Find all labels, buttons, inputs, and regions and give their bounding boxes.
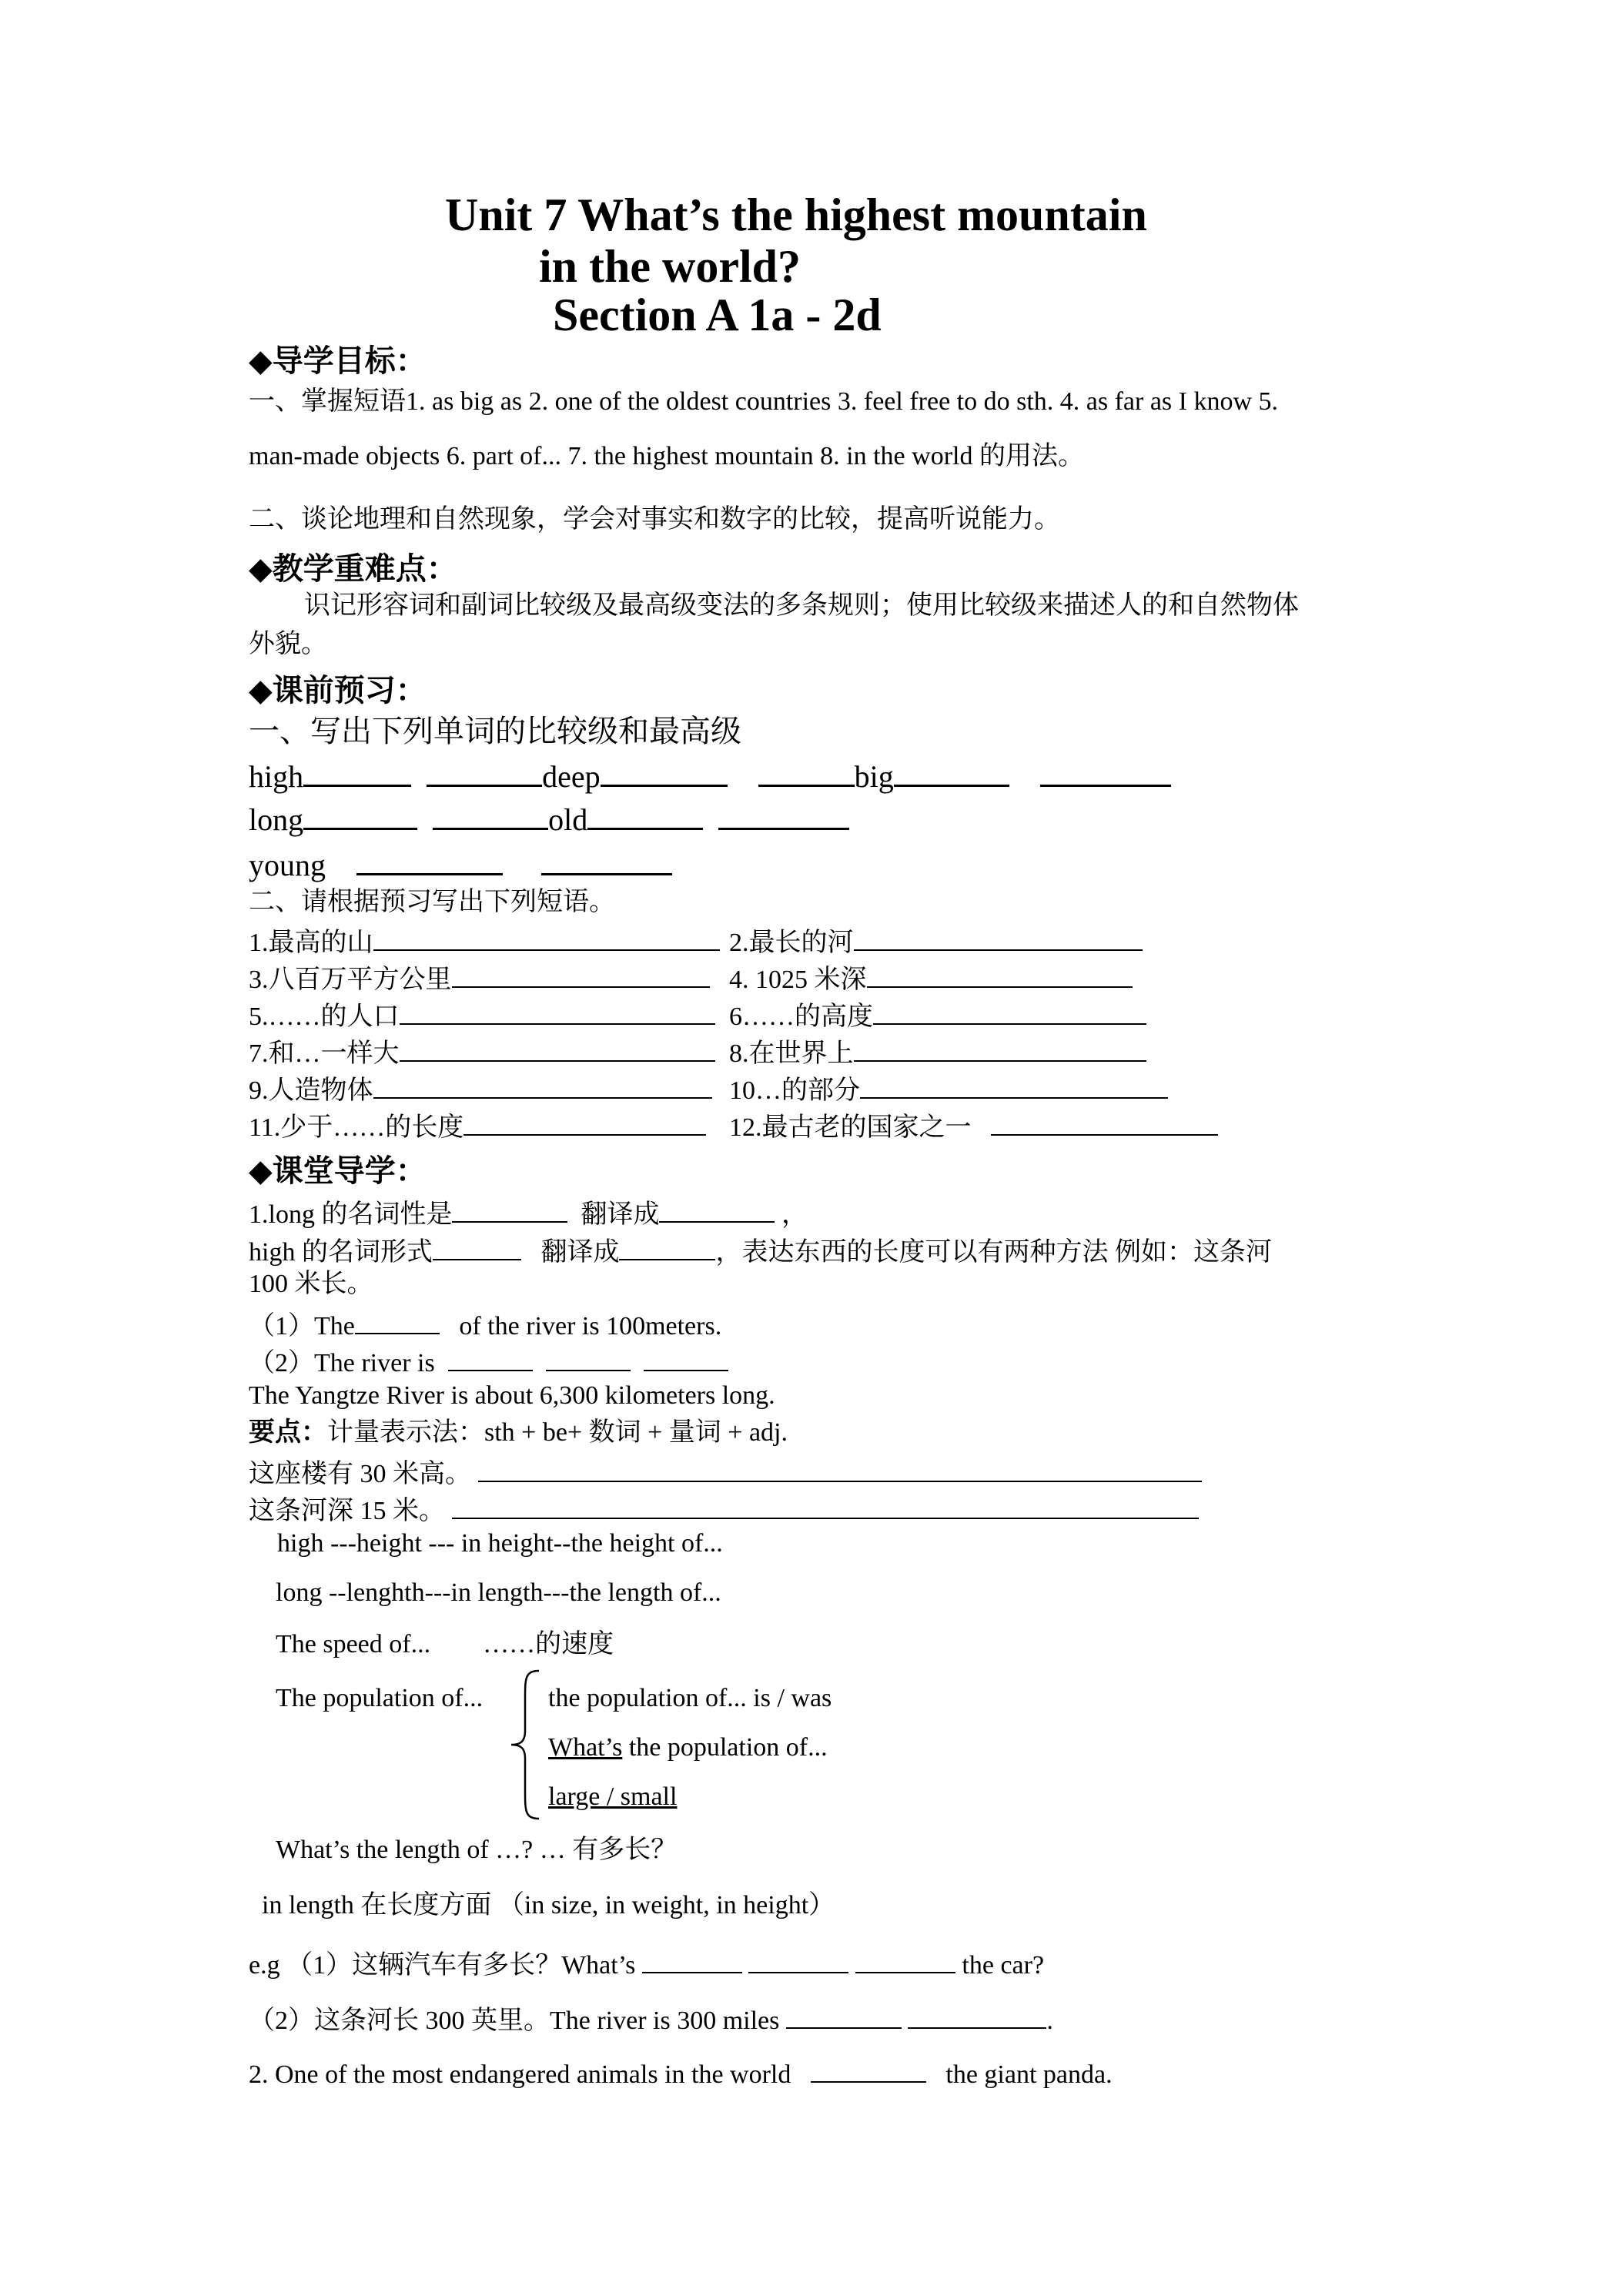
phrase-8: 8.在世界上 — [729, 1034, 1146, 1070]
preview-heading: ◆课前预习： — [249, 673, 427, 708]
phrase-1-blank[interactable] — [373, 923, 720, 951]
classroom-line-18: 2. One of the most endangered animals in the world the giant panda. — [249, 2055, 1113, 2091]
classroom-line-4: （1）The of the river is 100meters. — [249, 1307, 721, 1343]
classroom-line-11: long --lenghth---in length---the length of... — [276, 1578, 721, 1607]
classroom-line-16: e.g （1）这辆汽车有多长？What’s the car? — [249, 1946, 1044, 1982]
classroom-line-8: 这座楼有 30 米高。 — [249, 1454, 1202, 1491]
phrase-3: 3.八百万平方公里 — [249, 960, 710, 996]
classroom-line-9: 这条河深 15 米。 — [249, 1491, 1199, 1528]
classroom-line-7: 要点：计量表示法：sth + be+ 数词 + 量词 + adj. — [249, 1418, 788, 1447]
blank-young-superlative[interactable] — [541, 844, 672, 875]
keypoints-paragraph-1: 识记形容词和副词比较级及最高级变法的多条规则；使用比较级来描述人的和自然物体 — [304, 591, 1299, 620]
car-blank-1[interactable] — [642, 1946, 742, 1973]
word-row-2 — [249, 798, 849, 838]
word-row-1 — [249, 755, 1171, 795]
blank-deep-comparative[interactable] — [601, 755, 728, 787]
high-translation-blank[interactable] — [619, 1233, 715, 1260]
phrase-7-blank[interactable] — [400, 1034, 715, 1062]
phrase-5: 5.……的人口 — [249, 997, 715, 1033]
brace-item-1: the population of... is / was — [548, 1684, 832, 1712]
goals-paragraph-1a: 一、掌握短语1. as big as 2. one of the oldest countries 3. feel free to do sth. 4. as far as I know 5. — [249, 387, 1279, 416]
phrase-1: 1.最高的山 — [249, 923, 720, 959]
blank-high-superlative[interactable] — [427, 755, 542, 787]
long-translation-blank[interactable] — [659, 1195, 775, 1223]
classroom-line-10: high ---height --- in height--the height of... — [277, 1529, 723, 1558]
phrase-8-blank[interactable] — [854, 1034, 1146, 1062]
blank-old-comparative[interactable] — [587, 798, 703, 830]
phrase-9-blank[interactable] — [373, 1071, 712, 1099]
the-blank[interactable] — [355, 1307, 440, 1334]
word-row-3 — [249, 844, 672, 884]
goals-paragraph-1b: man-made objects 6. part of... 7. the highest mountain 8. in the world 的用法。 — [249, 442, 1084, 470]
phrase-12: 12.最古老的国家之一 — [729, 1108, 1218, 1144]
miles-blank-1[interactable] — [786, 2001, 902, 2029]
classroom-line-6: The Yangtze River is about 6,300 kilometers long. — [249, 1381, 775, 1410]
panda-blank[interactable] — [811, 2055, 926, 2083]
classroom-line-3: 100 米长。 — [249, 1270, 373, 1298]
phrase-5-blank[interactable] — [400, 997, 715, 1025]
blank-long-superlative[interactable] — [433, 798, 548, 830]
word-young: young — [249, 848, 326, 882]
building-height-blank[interactable] — [478, 1454, 1202, 1482]
blank-high-comparative[interactable] — [303, 755, 411, 787]
high-noun-blank[interactable] — [433, 1233, 521, 1260]
brace-item-3: large / small — [548, 1782, 678, 1811]
blank-big-superlative[interactable] — [1040, 755, 1171, 787]
goals-heading: ◆导学目标： — [249, 343, 427, 378]
long-noun-blank[interactable] — [452, 1195, 567, 1223]
river-depth-blank[interactable] — [452, 1491, 1199, 1519]
classroom-line-2: high 的名词形式 翻译成 ，表达东西的长度可以有两种方法 例如：这条河 — [249, 1233, 1272, 1269]
car-blank-2[interactable] — [748, 1946, 848, 1973]
word-big: big — [854, 759, 894, 794]
phrase-3-blank[interactable] — [452, 960, 710, 988]
word-old: old — [548, 802, 588, 837]
blank-young-comparative[interactable] — [356, 844, 503, 875]
classroom-line-15: in length 在长度方面 （in size, in weight, in height） — [262, 1891, 835, 1919]
brace-item-2: What’s the population of... — [548, 1733, 828, 1762]
preview-task-1: 一、写出下列单词的比较级和最高级 — [249, 714, 741, 748]
phrase-11: 11.少于……的长度 — [249, 1108, 706, 1144]
word-long: long — [249, 802, 304, 837]
phrase-12-blank[interactable] — [991, 1108, 1218, 1136]
classroom-line-13: The population of... — [276, 1684, 484, 1712]
classroom-line-12: The speed of... ……的速度 — [276, 1630, 614, 1658]
river-blank-1[interactable] — [448, 1344, 533, 1371]
word-deep: deep — [542, 759, 601, 794]
phrase-2-blank[interactable] — [854, 923, 1143, 951]
classroom-line-14: What’s the length of …? … 有多长？ — [276, 1836, 678, 1864]
phrase-10-blank[interactable] — [860, 1071, 1168, 1099]
phrase-4-blank[interactable] — [867, 960, 1133, 988]
classroom-heading: ◆课堂导学： — [249, 1153, 427, 1188]
phrase-9: 9.人造物体 — [249, 1071, 712, 1107]
blank-long-comparative[interactable] — [303, 798, 417, 830]
subtitle-section: Section A 1a - 2d — [553, 290, 882, 340]
keypoints-paragraph-2: 外貌。 — [249, 630, 327, 658]
phrase-2: 2.最长的河 — [729, 923, 1143, 959]
blank-old-superlative[interactable] — [718, 798, 849, 830]
phrase-7: 7.和…一样大 — [249, 1034, 715, 1070]
goals-paragraph-2: 二、谈论地理和自然现象，学会对事实和数字的比较，提高听说能力。 — [249, 505, 1060, 534]
keypoints-heading: ◆教学重难点： — [249, 551, 457, 586]
river-blank-3[interactable] — [644, 1344, 728, 1371]
river-blank-2[interactable] — [546, 1344, 631, 1371]
blank-big-comparative[interactable] — [894, 755, 1009, 787]
classroom-line-5: （2）The river is — [249, 1344, 728, 1380]
classroom-line-17: （2）这条河长 300 英里。The river is 300 miles . — [249, 2001, 1053, 2037]
preview-task-2: 二、请根据预习写出下列短语。 — [249, 888, 615, 916]
phrase-10: 10…的部分 — [729, 1071, 1168, 1107]
phrase-6: 6……的高度 — [729, 997, 1146, 1033]
miles-blank-2[interactable] — [908, 2001, 1046, 2029]
classroom-line-1: 1.long 的名词性是 翻译成 ， — [249, 1195, 808, 1231]
phrase-6-blank[interactable] — [873, 997, 1146, 1025]
phrase-4: 4. 1025 米深 — [729, 960, 1133, 996]
title-line-2: in the world? — [539, 241, 801, 292]
word-high: high — [249, 759, 304, 794]
blank-deep-superlative[interactable] — [758, 755, 855, 787]
car-blank-3[interactable] — [855, 1946, 955, 1973]
phrase-11-blank[interactable] — [463, 1108, 706, 1136]
curly-brace-icon — [508, 1668, 547, 1822]
title-line-1: Unit 7 What’s the highest mountain — [445, 189, 1147, 240]
